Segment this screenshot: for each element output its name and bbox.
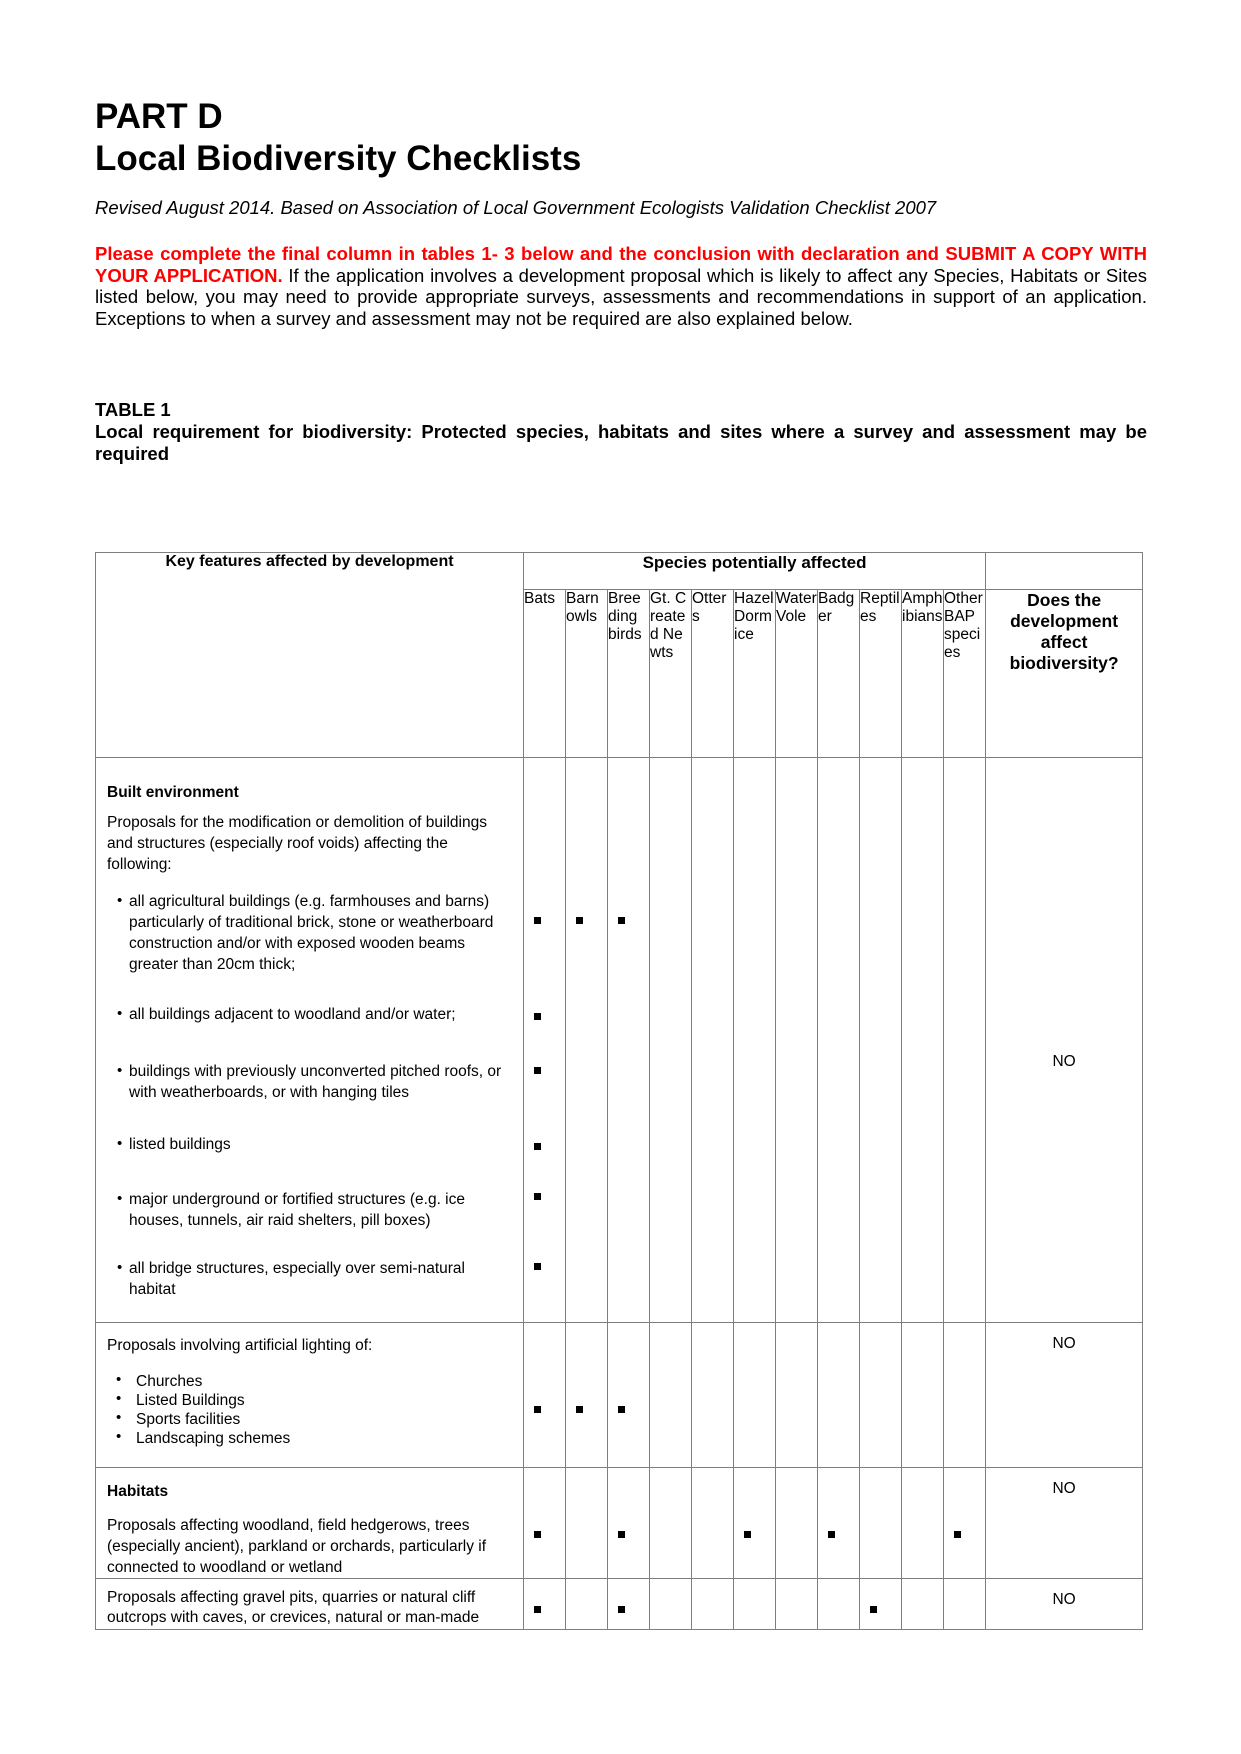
species-column-header: Barn owls — [566, 590, 608, 758]
species-mark — [618, 1406, 625, 1413]
bullet-icon: • — [117, 1190, 123, 1207]
table-label: TABLE 1 — [95, 399, 171, 420]
species-column-header: Bats — [524, 590, 566, 758]
bullet-item — [117, 891, 507, 975]
species-mark — [618, 1531, 625, 1538]
bullet-text: all buildings adjacent to woodland and/or water; — [129, 1006, 456, 1023]
bullet-item — [117, 1004, 507, 1025]
answer-column-header-cell: Does the development affect biodiversity? — [986, 590, 1143, 758]
species-column-header: Otters — [692, 590, 734, 758]
bullet-item — [107, 1391, 512, 1410]
bullet-text: all bridge structures, especially over semi-natural habitat — [129, 1260, 465, 1298]
species-cell — [566, 758, 608, 1323]
species-cell — [860, 1323, 902, 1468]
species-cell — [902, 758, 944, 1323]
species-mark — [534, 1013, 541, 1020]
species-cell — [776, 1323, 818, 1468]
page-title-line1: PART D — [95, 97, 223, 136]
species-cell — [860, 758, 902, 1323]
bullet-text: all agricultural buildings (e.g. farmhouses and barns) particularly of traditional brick, stone or weatherboard construction and/or with exposed wooden beams greater than 20cm thick; — [129, 893, 494, 973]
subtitle: Revised August 2014. Based on Association of Local Government Ecologists Validation Checklist 2007 — [95, 197, 937, 218]
species-cell — [902, 1323, 944, 1468]
page-title — [95, 96, 581, 180]
species-cell — [650, 1323, 692, 1468]
row-heading: Built environment — [107, 784, 239, 801]
table-caption: Local requirement for biodiversity: Protected species, habitats and sites where a survey and assessment may be required — [95, 421, 1147, 464]
species-cell — [650, 758, 692, 1323]
bullet-icon: • — [117, 892, 123, 909]
table-row — [96, 1468, 1143, 1579]
species-cell — [608, 758, 650, 1323]
species-cell — [776, 1468, 818, 1579]
species-column-header: Amphibians — [902, 590, 944, 758]
bullet-icon: • — [117, 1259, 123, 1276]
species-cell — [608, 1579, 650, 1630]
species-cell — [566, 1579, 608, 1630]
species-cell — [944, 1323, 986, 1468]
bullet-text: major underground or fortified structures (e.g. ice houses, tunnels, air raid shelters, pill boxes) — [129, 1191, 465, 1229]
key-features-cell — [96, 1468, 524, 1579]
answer-value: NO — [1052, 1335, 1076, 1352]
table-row — [96, 1579, 1143, 1630]
bullet-item — [117, 1189, 507, 1231]
bullet-icon: • — [117, 1005, 123, 1022]
species-cell — [608, 1323, 650, 1468]
answer-value: NO — [1052, 1480, 1076, 1497]
bullet-text: Churches — [136, 1373, 203, 1390]
species-cell — [734, 1468, 776, 1579]
table-row — [96, 1323, 1143, 1468]
key-features-cell — [96, 1323, 524, 1468]
bullet-text: buildings with previously unconverted pitched roofs, or with weatherboards, or with hanging tiles — [129, 1063, 502, 1101]
species-mark — [576, 917, 583, 924]
bullet-icon: • — [116, 1371, 122, 1388]
species-column-header: Hazel Dormice — [734, 590, 776, 758]
species-cell — [692, 758, 734, 1323]
species-cell — [860, 1579, 902, 1630]
species-mark — [534, 1067, 541, 1074]
species-mark — [534, 1531, 541, 1538]
species-cell — [566, 1323, 608, 1468]
table-row — [96, 758, 1143, 1323]
notice-black-text: If the application involves a development proposal which is likely to affect any Species, Habitats or Sites listed below, you may need to provide appropriate surveys, assessments and recommendations in support of an application. Exceptions to when a survey and assessment may not be required are also explained below. — [95, 264, 1148, 330]
page-title-line2: Local Biodiversity Checklists — [95, 139, 582, 178]
bullet-icon: • — [116, 1409, 122, 1426]
answer-cell — [986, 758, 1143, 1323]
bullet-item — [117, 1258, 507, 1300]
species-cell — [818, 1323, 860, 1468]
species-column-header: Other BAP species — [944, 590, 986, 758]
species-column-header: Breeding birds — [608, 590, 650, 758]
species-cell — [524, 1579, 566, 1630]
bullet-icon: • — [116, 1390, 122, 1407]
species-mark — [870, 1606, 877, 1613]
species-cell — [524, 1468, 566, 1579]
bullet-text: Listed Buildings — [136, 1392, 245, 1409]
species-cell — [650, 1468, 692, 1579]
bullet-item — [107, 1372, 512, 1391]
species-mark — [618, 917, 625, 924]
species-cell — [524, 758, 566, 1323]
species-cell — [818, 1579, 860, 1630]
species-cell — [944, 1468, 986, 1579]
species-cell — [692, 1323, 734, 1468]
bullet-item — [107, 1410, 512, 1429]
key-features-cell — [96, 758, 524, 1323]
species-cell — [944, 758, 986, 1323]
species-cell — [650, 1579, 692, 1630]
species-cell — [818, 1468, 860, 1579]
notice-paragraph — [95, 243, 1147, 330]
bullet-icon: • — [117, 1135, 123, 1152]
species-column-header: Badger — [818, 590, 860, 758]
species-column-header: Reptiles — [860, 590, 902, 758]
bullet-icon: • — [117, 1062, 123, 1079]
species-mark — [534, 1193, 541, 1200]
species-cell — [734, 1323, 776, 1468]
answer-value: NO — [1052, 1591, 1076, 1608]
species-mark — [534, 1606, 541, 1613]
species-column-header: Water Vole — [776, 590, 818, 758]
species-mark — [744, 1531, 751, 1538]
bullet-text: listed buildings — [129, 1136, 231, 1153]
row-intro: Proposals for the modification or demolition of buildings and structures (especially roof voids) affecting the following: — [107, 814, 487, 873]
answer-cell — [986, 1468, 1143, 1579]
species-mark — [534, 917, 541, 924]
species-cell — [734, 1579, 776, 1630]
row-heading: Habitats — [107, 1483, 169, 1500]
row-intro: Proposals affecting woodland, field hedgerows, trees (especially ancient), parkland or orchards, particularly if connected to woodland or wetland — [107, 1517, 487, 1576]
species-cell — [776, 1579, 818, 1630]
species-mark — [576, 1406, 583, 1413]
species-cell — [566, 1468, 608, 1579]
species-cell — [734, 758, 776, 1323]
empty-header-cell — [986, 553, 1143, 590]
species-cell — [692, 1579, 734, 1630]
species-cell — [818, 758, 860, 1323]
bullet-list — [107, 1372, 512, 1448]
species-mark — [618, 1606, 625, 1613]
row-intro: Proposals affecting gravel pits, quarries or natural cliff outcrops with caves, or crevices, natural or man-made — [107, 1589, 480, 1626]
species-cell — [608, 1468, 650, 1579]
bullet-item — [107, 1429, 512, 1448]
answer-cell — [986, 1323, 1143, 1468]
species-mark — [828, 1531, 835, 1538]
bullet-item — [117, 1134, 507, 1155]
species-cell — [902, 1579, 944, 1630]
species-column-header: Gt. Created Newts — [650, 590, 692, 758]
key-features-cell — [96, 1579, 524, 1630]
key-features-header-cell: Key features affected by development — [96, 553, 524, 758]
bullet-text: Sports facilities — [136, 1411, 241, 1428]
table-header-row-group — [96, 553, 1143, 590]
species-cell — [524, 1323, 566, 1468]
bullet-text: Landscaping schemes — [136, 1430, 291, 1447]
species-group-header-cell: Species potentially affected — [524, 553, 986, 590]
answer-value: NO — [1052, 1053, 1076, 1070]
species-mark — [534, 1263, 541, 1270]
bullet-icon: • — [116, 1428, 122, 1445]
biodiversity-table — [95, 552, 1143, 1630]
species-mark — [534, 1406, 541, 1413]
bullet-item — [117, 1061, 507, 1103]
species-mark — [954, 1531, 961, 1538]
species-cell — [944, 1579, 986, 1630]
species-cell — [776, 758, 818, 1323]
row-intro: Proposals involving artificial lighting of: — [107, 1337, 373, 1354]
notice-red-text: Please complete the final column in tables 1- 3 below and the conclusion with declaration and SUBMIT A COPY WITH YOUR APPLICATION. — [95, 243, 1147, 286]
answer-cell — [986, 1579, 1143, 1630]
species-mark — [534, 1143, 541, 1150]
species-cell — [860, 1468, 902, 1579]
species-cell — [902, 1468, 944, 1579]
species-cell — [692, 1468, 734, 1579]
